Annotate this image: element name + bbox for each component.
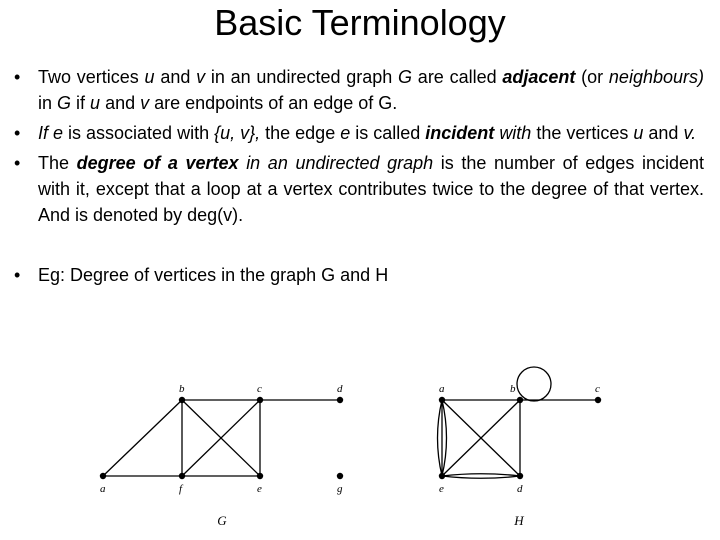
bullet-text: neighbours) (608, 67, 704, 87)
vertex-e (257, 473, 263, 479)
bullet-text: are endpoints of an edge of G. (149, 93, 398, 113)
multi-edge-a-e (442, 400, 447, 476)
bullet-text: and (643, 123, 684, 143)
vertex-label-d: d (517, 483, 523, 495)
edge-a-b (103, 400, 182, 476)
bullet-text: The (38, 153, 77, 173)
vertex-e (439, 473, 445, 479)
bullet-item (14, 120, 704, 146)
bullet-text: If e (38, 123, 64, 143)
bullet-text: G (57, 93, 72, 113)
bullet-text: and (154, 67, 197, 87)
bullet-item (14, 150, 704, 228)
vertex-label-b: b (510, 383, 516, 395)
bullet-text: in (38, 93, 58, 113)
vertex-label-e: e (257, 483, 262, 495)
bullet-text: v (140, 93, 150, 113)
bullet-text: the vertices (531, 123, 634, 143)
graph-g (100, 383, 343, 528)
bullet-text: adjacent (502, 67, 576, 87)
vertex-b (179, 397, 185, 403)
bullet-text: e (340, 123, 351, 143)
multi-edge-a-e (438, 400, 443, 476)
vertex-label-a: a (100, 483, 106, 495)
bullet-text: with (499, 123, 532, 143)
multi-edge-e-d (442, 476, 520, 478)
vertex-label-c: c (257, 383, 262, 395)
bullet-text: v. (683, 123, 697, 143)
vertex-g (337, 473, 343, 479)
graph-name-label: H (514, 513, 524, 528)
vertex-b (517, 397, 523, 403)
bullet-marker: • (14, 123, 21, 143)
bullet-item (14, 262, 704, 288)
bullet-text: incident (425, 123, 495, 143)
bullet-text: is the number of edges incident with it, except that a loop at a vertex contributes twice to the degree of that vertex. And is denoted by deg(v). (38, 153, 704, 225)
bullet-text: Two vertices (38, 67, 145, 87)
bullet-text: in an undirected graph (246, 153, 434, 173)
bullet-list (14, 64, 704, 292)
bullet-marker: • (14, 67, 21, 87)
bullet-item (14, 64, 704, 116)
graph-name-label: G (217, 513, 227, 528)
vertex-label-b: b (179, 383, 185, 395)
bullet-text: the edge (260, 123, 341, 143)
bullet-text: {u, v}, (214, 123, 261, 143)
vertex-a (439, 397, 445, 403)
vertex-f (179, 473, 185, 479)
bullet-text: G (398, 67, 413, 87)
bullet-text: u (144, 67, 155, 87)
bullet-text: Eg: Degree of vertices in the graph G and H (38, 265, 389, 285)
loop-b (517, 367, 551, 401)
bullet-text: if (71, 93, 91, 113)
vertex-label-c: c (595, 383, 600, 395)
bullet-text: u (633, 123, 644, 143)
bullet-text: is associated with (63, 123, 215, 143)
vertex-d (337, 397, 343, 403)
vertex-d (517, 473, 523, 479)
bullet-marker: • (14, 265, 21, 285)
bullet-text: and (100, 93, 141, 113)
vertex-label-f: f (179, 483, 183, 495)
bullet-marker: • (14, 153, 21, 173)
vertex-c (257, 397, 263, 403)
bullet-text: are called (412, 67, 503, 87)
vertex-label-g: g (337, 483, 343, 495)
vertex-label-e: e (439, 483, 444, 495)
bullet-text: (or (575, 67, 609, 87)
vertex-label-d: d (337, 383, 343, 395)
vertex-label-a: a (439, 383, 445, 395)
graph-diagram (0, 360, 720, 540)
vertex-c (595, 397, 601, 403)
slide-title: Basic Terminology (214, 2, 506, 43)
multi-edge-e-d (442, 474, 520, 476)
bullet-text: is called (350, 123, 426, 143)
bullet-text: degree of a vertex (76, 153, 239, 173)
vertex-a (100, 473, 106, 479)
bullet-text: v (196, 67, 206, 87)
bullet-text: in an undirected graph (205, 67, 399, 87)
bullet-text: u (90, 93, 101, 113)
graph-h (438, 367, 602, 528)
